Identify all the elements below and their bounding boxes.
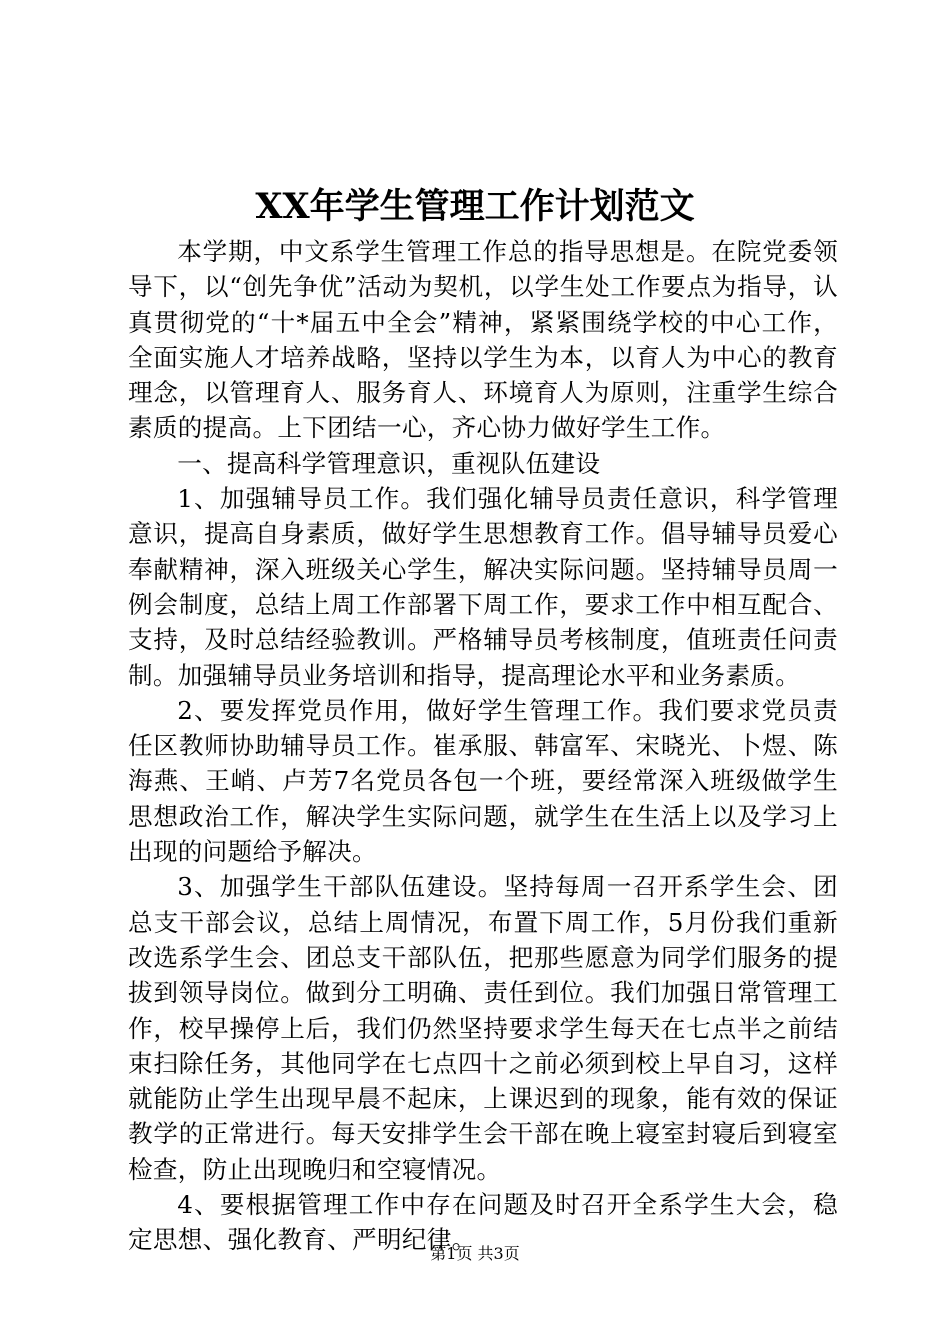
paragraph-item-3: 3、加强学生干部队伍建设。坚持每周一召开系学生会、团总支干部会议，总结上周情况，布置下周工作，5月份我们重新改选系学生会、团总支干部队伍，把那些愿意为同学们服务的提拔到领导岗位。做到分工明确、责任到位。我们加强日常管理工作，校早操停上后，我们仍然坚持要求学生每天在七点半之前结束扫除任务，其他同学在七点四十之前必须到校上早自习，这样就能防止学生出现早晨不起床，上课迟到的现象，能有效的保证教学的正常进行。每天安排学生会干部在晚上寝室封寝后到寝室检查，防止出现晚归和空寝情况。: [128, 872, 838, 1184]
paragraph-item-4: 4、要根据管理工作中存在问题及时召开全系学生大会，稳定思想、强化教育、严明纪律。: [128, 1190, 838, 1255]
paragraph-item-2: 2、要发挥党员作用，做好学生管理工作。我们要求党员责任区教师协助辅导员工作。崔承服、韩富军、宋晓光、卜煜、陈海燕、王峭、卢芳7名党员各包一个班，要经常深入班级做学生思想政治工作，解决学生实际问题，就学生在生活上以及学习上出现的问题给予解决。: [128, 695, 838, 867]
paragraph-item-1: 1、加强辅导员工作。我们强化辅导员责任意识，科学管理意识，提高自身素质，做好学生思想教育工作。倡导辅导员爱心奉献精神，深入班级关心学生，解决实际问题。坚持辅导员周一例会制度，总结上周工作部署下周工作，要求工作中相互配合、支持，及时总结经验教训。严格辅导员考核制度，值班责任问责制。加强辅导员业务培训和指导，提高理论水平和业务素质。: [128, 484, 838, 690]
paragraph-intro: 本学期，中文系学生管理工作总的指导思想是。在院党委领导下，以“创先争优”活动为契机，以学生处工作要点为指导，认真贯彻党的“十*届五中全会”精神，紧紧围绕学校的中心工作，全面实施人才培养战略，坚持以学生为本，以育人为中心的教育理念，以管理育人、服务育人、环境育人为原则，注重学生综合素质的提高。上下团结一心，齐心协力做好学生工作。: [128, 237, 838, 443]
page-number-footer: 第1页 共3页: [430, 1244, 520, 1263]
document-body: [128, 234, 838, 1258]
section-heading-1: 一、提高科学管理意识，重视队伍建设: [177, 448, 601, 478]
document-title: XX年学生管理工作计划范文: [255, 186, 695, 227]
